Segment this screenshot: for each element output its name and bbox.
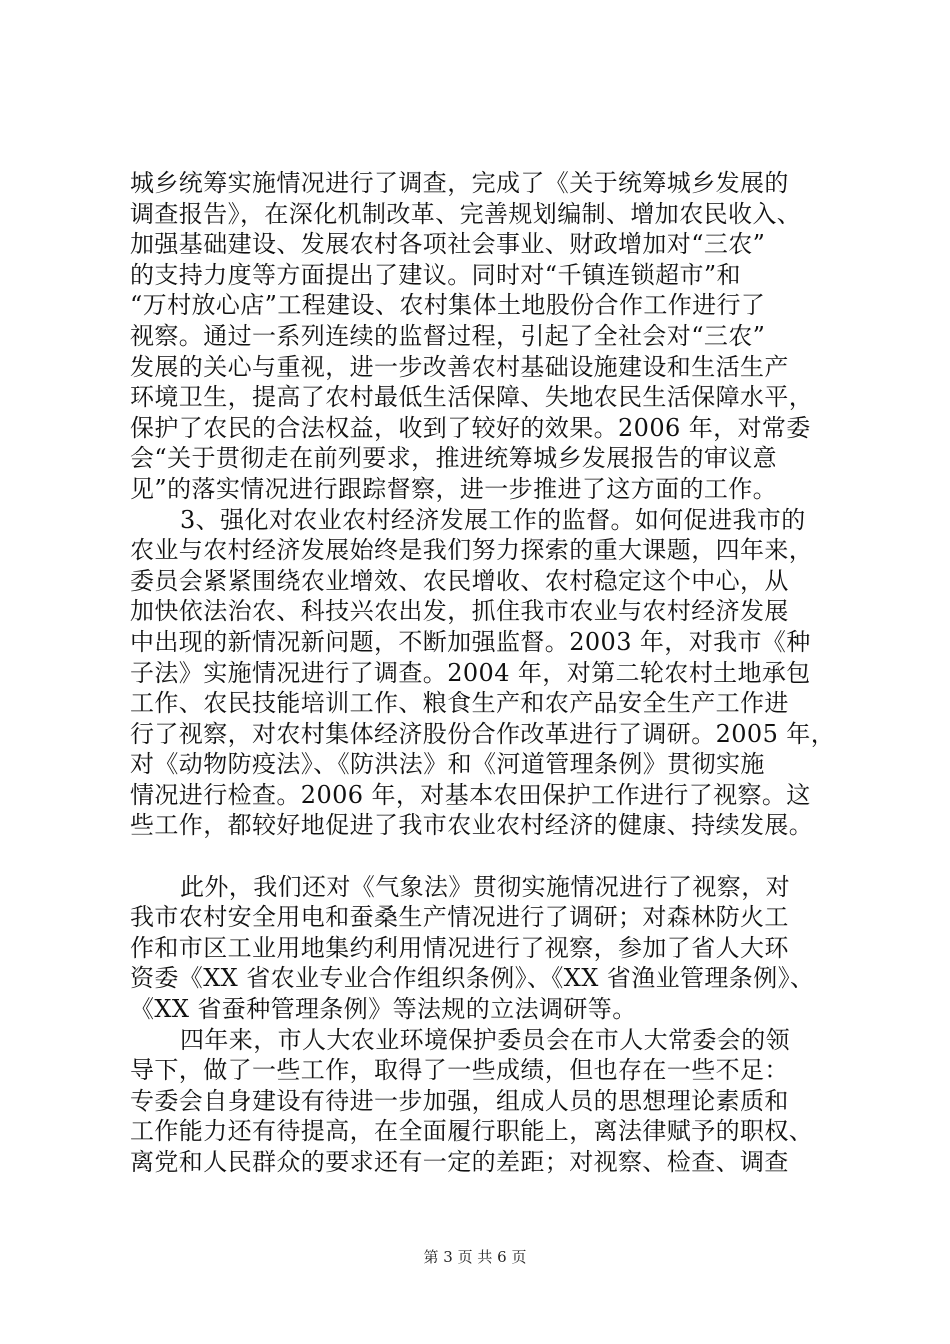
text-line: 见”的落实情况进行跟踪督察，进一步推进了这方面的工作。 <box>130 474 778 503</box>
text-line: 3、强化对农业农村经济发展工作的监督。如何促进我市的 <box>180 505 806 534</box>
text-line: 的支持力度等方面提出了建议。同时对“千镇连锁超市”和 <box>130 260 741 289</box>
text-line: 离党和人民群众的要求还有一定的差距；对视察、检查、调查 <box>130 1148 789 1176</box>
text-line: 情况进行检查。2006 年，对基本农田保护工作进行了视察。这 <box>130 780 811 809</box>
text-line: 农业与农村经济发展始终是我们努力探索的重大课题，四年来， <box>130 536 814 565</box>
text-line: 工作、农民技能培训工作、粮食生产和农产品安全生产工作进 <box>130 689 789 718</box>
text-line: 我市农村安全用电和蚕桑生产情况进行了调研；对森林防火工 <box>130 903 789 932</box>
text-line: 委员会紧紧围绕农业增效、农民增收、农村稳定这个中心，从 <box>130 566 789 595</box>
text-line: 子法》实施情况进行了调查。2004 年，对第二轮农村土地承包 <box>130 658 811 687</box>
text-line: 加快依法治农、科技兴农出发，抓住我市农业与农村经济发展 <box>130 597 789 626</box>
text-line: 发展的关心与重视，进一步改善农村基础设施建设和生活生产 <box>130 352 789 381</box>
text-line: 行了视察，对农村集体经济股份合作改革进行了调研。2005 年， <box>130 719 836 748</box>
text-line: 调查报告》，在深化机制改革、完善规划编制、增加农民收入、 <box>130 199 802 228</box>
text-line: 视察。通过一系列连续的监督过程，引起了全社会对“三农” <box>130 321 766 350</box>
paragraph-spacer <box>130 841 835 872</box>
text-line: 四年来，市人大农业环境保护委员会在市人大常委会的领 <box>180 1025 790 1054</box>
text-line: 保护了农民的合法权益，收到了较好的效果。2006 年，对常委 <box>130 413 811 442</box>
text-line: 此外，我们还对《气象法》贯彻实施情况进行了视察，对 <box>180 872 790 901</box>
text-line: 城乡统筹实施情况进行了调查，完成了《关于统筹城乡发展的 <box>130 169 789 197</box>
text-line: 环境卫生，提高了农村最低生活保障、失地农民生活保障水平， <box>130 383 814 412</box>
text-line: 导下，做了一些工作，取得了一些成绩，但也存在一些不足： <box>130 1056 789 1085</box>
document-body <box>130 168 835 1178</box>
text-line: 会“关于贯彻走在前列要求，推进统筹城乡发展报告的审议意 <box>130 444 778 473</box>
paragraph-agriculture-supervision <box>130 505 835 842</box>
text-line: 些工作，都较好地促进了我市农业农村经济的健康、持续发展。 <box>130 811 814 840</box>
paragraph-additional-work <box>130 872 835 1025</box>
text-line: 资委《XX 省农业专业合作组织条例》、《XX 省渔业管理条例》、 <box>130 964 815 993</box>
text-line: “万村放心店”工程建设、农村集体土地股份合作工作进行了 <box>130 291 766 320</box>
paragraph-shortcomings <box>130 1025 835 1178</box>
text-line: 工作能力还有待提高，在全面履行职能上，离法律赋予的职权、 <box>130 1117 814 1146</box>
paragraph-urban-rural <box>130 168 835 505</box>
text-line: 作和市区工业用地集约利用情况进行了视察，参加了省人大环 <box>130 933 789 962</box>
text-line: 中出现的新情况新问题，不断加强监督。2003 年，对我市《种 <box>130 627 811 656</box>
text-line: 加强基础建设、发展农村各项社会事业、财政增加对“三农” <box>130 230 766 259</box>
text-line: 对《动物防疫法》、《防洪法》和《河道管理条例》贯彻实施 <box>130 750 765 779</box>
page-number-footer: 第 3 页 共 6 页 <box>423 1248 527 1266</box>
text-line: 《XX 省蚕种管理条例》等法规的立法调研等。 <box>130 995 637 1024</box>
text-line: 专委会自身建设有待进一步加强，组成人员的思想理论素质和 <box>130 1086 789 1115</box>
